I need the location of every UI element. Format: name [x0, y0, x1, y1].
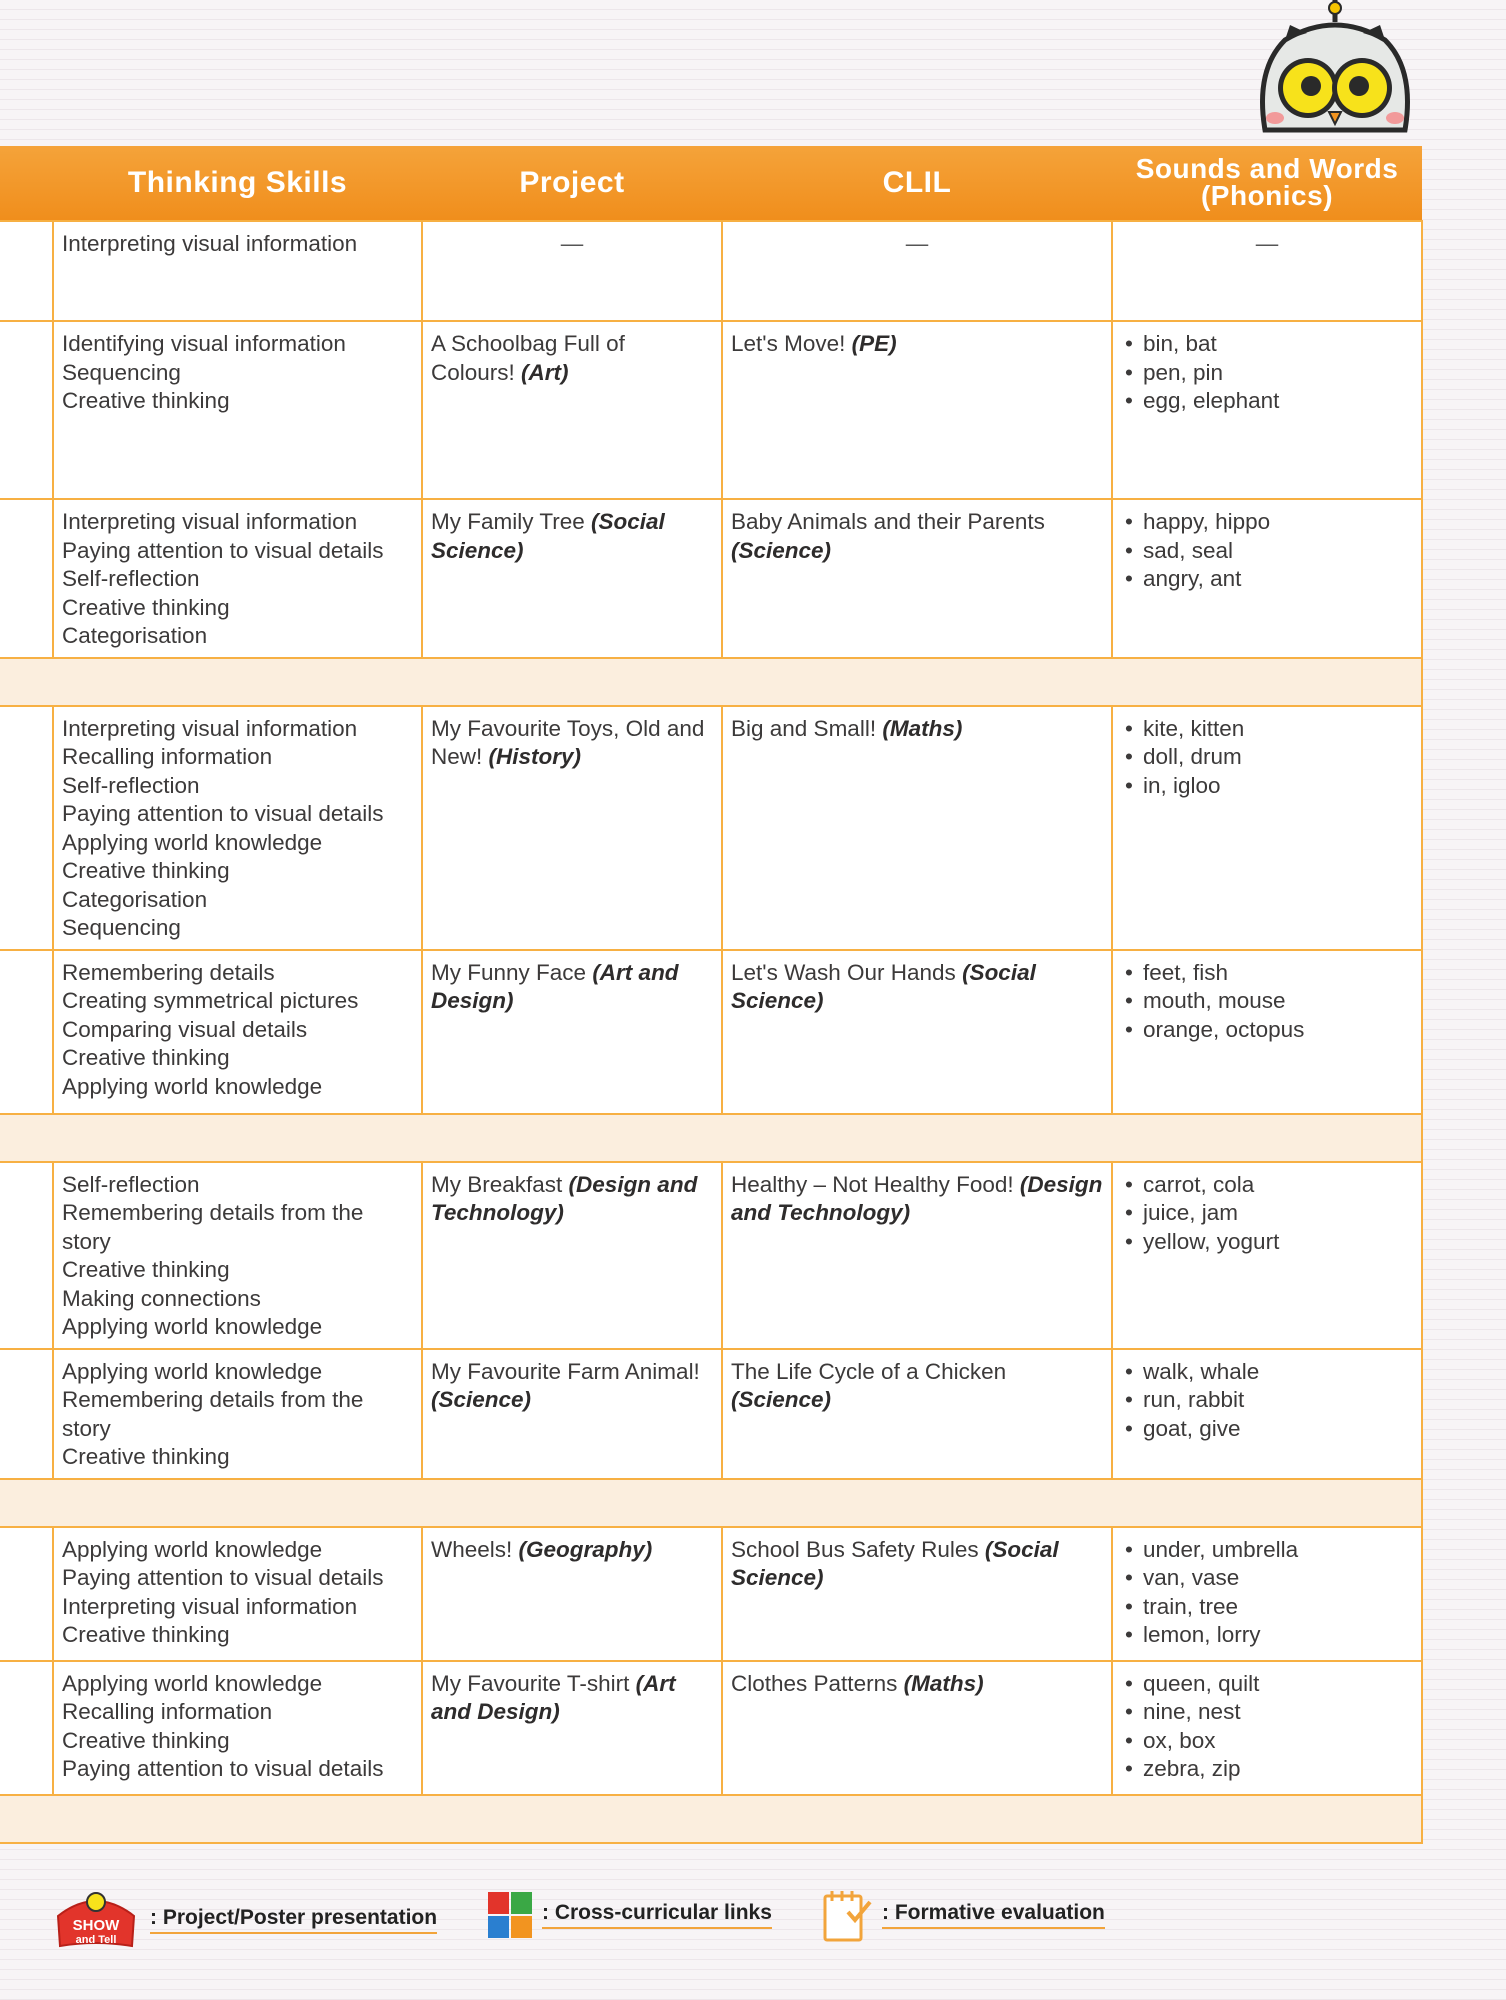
clil-cell: [722, 1527, 1112, 1661]
project-cell: [422, 950, 722, 1114]
skill-item: Self-reflection: [62, 772, 200, 798]
skill-item: Sequencing: [62, 359, 181, 385]
band-cell: [0, 658, 1422, 706]
owl-mascot: [1245, 0, 1425, 140]
skill-item: Recalling information: [62, 744, 273, 769]
phonics-list: [1121, 330, 1413, 416]
project-cell: [422, 1162, 722, 1349]
notepad-check-icon: [822, 1888, 872, 1942]
phonics-cell: [1112, 499, 1422, 658]
skill-item: Applying world knowledge: [62, 1536, 323, 1562]
phonics-item: • nine, nest: [1121, 1698, 1413, 1727]
phonics-item: • ox, box: [1121, 1727, 1413, 1756]
skill-item: Creative thinking: [62, 594, 230, 620]
phonics-item: • in, igloo: [1121, 772, 1413, 801]
clil-title: The Life Cycle of a Chicken: [731, 1358, 1007, 1384]
skill-item: Remembering details from the story: [62, 1200, 364, 1254]
skill-item: Creative thinking: [62, 1727, 230, 1753]
unit-separator-band: [0, 1114, 1422, 1162]
phonics-item: • carrot, cola: [1121, 1171, 1413, 1200]
project-subject: (Social Science): [431, 509, 665, 563]
phonics-item: • happy, hippo: [1121, 508, 1413, 537]
skill-item: Recalling information: [62, 1699, 273, 1724]
phonics-cell: [1112, 950, 1422, 1114]
table-row: [0, 950, 1422, 1114]
project-cell: [422, 706, 722, 950]
project-title: My Favourite Farm Animal!: [431, 1358, 700, 1384]
header-clil: CLIL: [882, 166, 952, 199]
row-gutter: [0, 706, 53, 950]
phonics-item: • lemon, lorry: [1121, 1621, 1413, 1650]
skill-item: Making connections: [62, 1285, 261, 1311]
row-gutter: [0, 950, 53, 1114]
legend-cross: [488, 1892, 772, 1938]
clil-subject: (Social Science): [731, 959, 1036, 1013]
project-cell: [422, 499, 722, 658]
show-and-tell-icon: [52, 1890, 140, 1950]
band-cell: [0, 1795, 1422, 1843]
header-gutter: [0, 146, 53, 220]
project-title: My Funny Face: [431, 959, 593, 985]
clil-title: Healthy – Not Healthy Food!: [731, 1171, 1020, 1197]
curriculum-table: [0, 146, 1422, 1844]
table-row: [0, 221, 1422, 321]
skill-item: Sequencing: [62, 915, 181, 940]
skill-item: Self-reflection: [62, 1171, 200, 1197]
unit-separator-band: [0, 1479, 1422, 1527]
phonics-item: • under, umbrella: [1121, 1536, 1413, 1565]
phonics-item: • orange, octopus: [1121, 1016, 1413, 1045]
thinking-skills-cell: [53, 1527, 422, 1661]
skill-item: Categorisation: [62, 623, 208, 648]
phonics-item: • egg, elephant: [1121, 387, 1413, 416]
phonics-item: • queen, quilt: [1121, 1670, 1413, 1699]
clil-subject: (PE): [851, 331, 897, 356]
clil-title: Let's Wash Our Hands: [731, 959, 963, 985]
phonics-item: • bin, bat: [1121, 330, 1413, 359]
skill-item: Self-reflection: [62, 566, 200, 591]
phonics-cell: [1112, 1661, 1422, 1795]
thinking-skills-cell: [53, 1162, 422, 1349]
phonics-list: [1121, 715, 1413, 801]
clil-cell: [722, 706, 1112, 950]
svg-text:and Tell: and Tell: [75, 1934, 117, 1946]
phonics-list: [1121, 1171, 1413, 1257]
project-subject: (Geography): [518, 1536, 653, 1562]
clil-title: Let's Move!: [731, 331, 852, 356]
skill-item: Applying world knowledge: [62, 1314, 323, 1339]
clil-cell: [722, 499, 1112, 658]
row-gutter: [0, 1162, 53, 1349]
skill-item: Remembering details: [62, 959, 275, 985]
project-cell: [422, 1349, 722, 1479]
phonics-list: [1121, 508, 1413, 594]
thinking-skills-cell: [53, 321, 422, 499]
project-cell: [422, 1661, 722, 1795]
clil-cell: [722, 1349, 1112, 1479]
skill-item: Applying world knowledge: [62, 829, 323, 855]
clil-cell: —: [722, 221, 1112, 321]
phonics-cell: [1112, 1162, 1422, 1349]
thinking-skills-cell: [53, 950, 422, 1114]
project-subject: (Science): [431, 1387, 532, 1412]
unit-separator-band: [0, 1795, 1422, 1843]
phonics-item: • doll, drum: [1121, 743, 1413, 772]
skill-item: Creating symmetrical pictures: [62, 988, 359, 1013]
skill-item: Applying world knowledge: [62, 1073, 323, 1099]
legend-formative: [822, 1888, 1105, 1942]
table-row: [0, 321, 1422, 499]
clil-title: Clothes Patterns: [731, 1670, 904, 1696]
skill-item: Interpreting visual information: [62, 1593, 358, 1619]
skill-item: Interpreting visual information: [62, 509, 358, 534]
skill-item: Creative thinking: [62, 858, 230, 883]
clil-cell: [722, 321, 1112, 499]
skill-item: Creative thinking: [62, 1257, 230, 1282]
phonics-item: • angry, ant: [1121, 565, 1413, 594]
phonics-item: • yellow, yogurt: [1121, 1228, 1413, 1257]
table-body: [0, 220, 1423, 1844]
phonics-list: [1121, 1670, 1413, 1784]
phonics-cell: [1112, 321, 1422, 499]
clil-title: Baby Animals and their Parents: [731, 509, 1045, 534]
thinking-skills-cell: [53, 499, 422, 658]
row-gutter: [0, 1527, 53, 1661]
skill-item: Creative thinking: [62, 1622, 230, 1647]
skill-item: Creative thinking: [62, 388, 230, 413]
thinking-skills-cell: [53, 1661, 422, 1795]
table-row: [0, 706, 1422, 950]
phonics-item: • pen, pin: [1121, 359, 1413, 388]
clil-title: School Bus Safety Rules: [731, 1536, 985, 1562]
clil-cell: [722, 950, 1112, 1114]
project-subject: (Art): [521, 359, 569, 385]
project-subject: (History): [488, 744, 582, 769]
project-title: Wheels!: [431, 1536, 519, 1562]
header-phonics: [1112, 146, 1422, 220]
phonics-cell: [1112, 706, 1422, 950]
table-row: [0, 1162, 1422, 1349]
header-phonics-line2: (Phonics): [1200, 180, 1334, 211]
cross-curricular-icon: [488, 1892, 532, 1938]
table-row: [0, 1349, 1422, 1479]
clil-subject: (Design and Technology): [731, 1171, 1103, 1225]
skill-item: Creative thinking: [62, 1045, 230, 1070]
clil-subject: (Maths): [882, 715, 963, 741]
project-cell: [422, 321, 722, 499]
table-header: [0, 146, 1422, 220]
header-project: Project: [519, 166, 625, 199]
row-gutter: [0, 221, 53, 321]
phonics-cell: —: [1112, 221, 1422, 321]
project-title: My Favourite Toys, Old and New!: [431, 715, 705, 769]
legend-cross-label: : Cross-curricular links: [542, 1901, 772, 1929]
skill-item: Interpreting visual information: [62, 231, 358, 256]
phonics-item: • goat, give: [1121, 1415, 1413, 1444]
skill-item: Applying world knowledge: [62, 1358, 323, 1384]
phonics-item: • van, vase: [1121, 1564, 1413, 1593]
phonics-list: [1121, 1358, 1413, 1444]
skill-item: Comparing visual details: [62, 1016, 308, 1042]
project-title: My Favourite T-shirt: [431, 1670, 636, 1696]
skill-item: Remembering details from the story: [62, 1387, 364, 1441]
skill-item: Creative thinking: [62, 1444, 230, 1469]
phonics-item: • zebra, zip: [1121, 1755, 1413, 1784]
legend: [0, 1880, 1506, 1960]
row-gutter: [0, 1661, 53, 1795]
legend-project-label: : Project/Poster presentation: [150, 1906, 437, 1934]
phonics-list: [1121, 959, 1413, 1045]
skill-item: Applying world knowledge: [62, 1670, 323, 1696]
project-title: A Schoolbag Full of Colours!: [431, 331, 625, 385]
project-title: My Breakfast: [431, 1171, 569, 1197]
skill-item: Categorisation: [62, 886, 208, 912]
project-cell: [422, 1527, 722, 1661]
thinking-skills-cell: [53, 221, 422, 321]
thinking-skills-cell: [53, 1349, 422, 1479]
svg-text:SHOW: SHOW: [72, 1917, 120, 1934]
phonics-item: • feet, fish: [1121, 959, 1413, 988]
project-subject: (Art and Design): [431, 1670, 676, 1724]
clil-subject: (Social Science): [731, 1536, 1059, 1590]
phonics-item: • juice, jam: [1121, 1199, 1413, 1228]
phonics-item: • kite, kitten: [1121, 715, 1413, 744]
project-cell: —: [422, 221, 722, 321]
phonics-cell: [1112, 1527, 1422, 1661]
unit-separator-band: [0, 658, 1422, 706]
clil-cell: [722, 1661, 1112, 1795]
phonics-item: • run, rabbit: [1121, 1386, 1413, 1415]
clil-subject: (Science): [731, 1387, 832, 1412]
band-cell: [0, 1114, 1422, 1162]
legend-formative-label: : Formative evaluation: [882, 1901, 1105, 1929]
header-phonics-line1: Sounds and Words: [1135, 153, 1399, 185]
row-gutter: [0, 1349, 53, 1479]
skill-item: Paying attention to visual details: [62, 537, 384, 563]
thinking-skills-cell: [53, 706, 422, 950]
skill-item: Paying attention to visual details: [62, 1756, 384, 1781]
clil-cell: [722, 1162, 1112, 1349]
clil-subject: (Maths): [903, 1670, 984, 1696]
phonics-item: • train, tree: [1121, 1593, 1413, 1622]
table-row: [0, 1527, 1422, 1661]
phonics-item: • mouth, mouse: [1121, 987, 1413, 1016]
skill-item: Paying attention to visual details: [62, 1565, 384, 1590]
table-row: [0, 1661, 1422, 1795]
clil-title: Big and Small!: [731, 715, 883, 741]
phonics-cell: [1112, 1349, 1422, 1479]
row-gutter: [0, 499, 53, 658]
band-cell: [0, 1479, 1422, 1527]
project-title: My Family Tree: [431, 509, 592, 534]
table-row: [0, 499, 1422, 658]
phonics-list: [1121, 1536, 1413, 1650]
legend-project: [52, 1890, 437, 1950]
phonics-item: • sad, seal: [1121, 537, 1413, 566]
skill-item: Paying attention to visual details: [62, 801, 384, 826]
header-thinking-skills: Thinking Skills: [127, 166, 348, 199]
skill-item: Identifying visual information: [62, 331, 346, 356]
row-gutter: [0, 321, 53, 499]
project-subject: (Design and Technology): [431, 1171, 698, 1225]
clil-subject: (Science): [731, 537, 832, 563]
skill-item: Interpreting visual information: [62, 715, 358, 741]
project-subject: (Art and Design): [431, 959, 679, 1013]
phonics-item: • walk, whale: [1121, 1358, 1413, 1387]
